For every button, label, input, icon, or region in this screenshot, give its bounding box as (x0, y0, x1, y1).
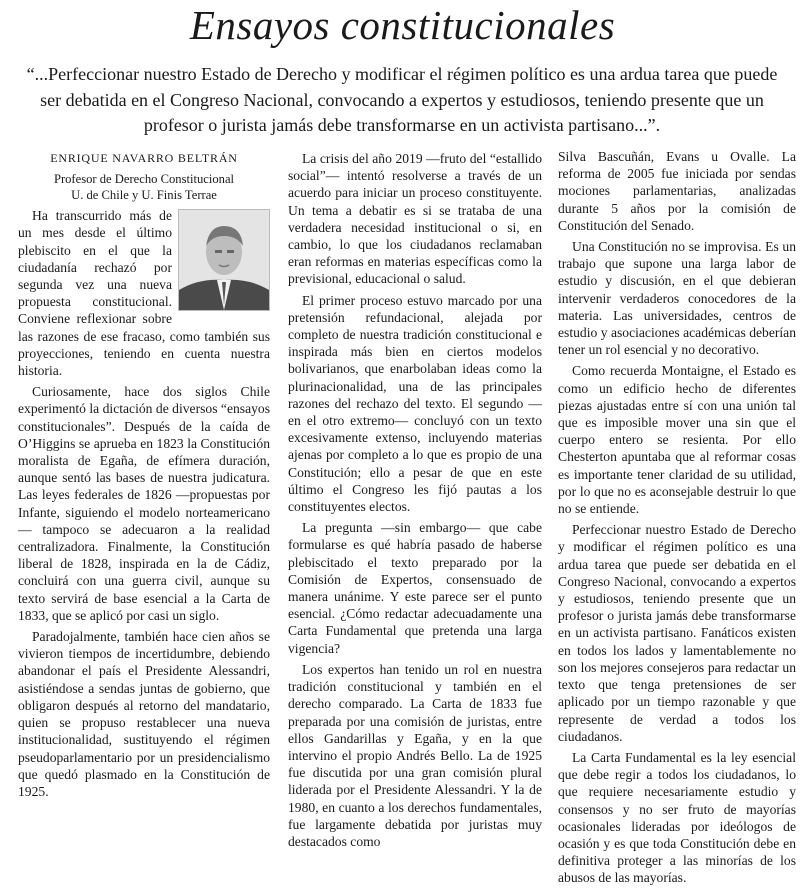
paragraph: El primer proceso estuvo marcado por una pretensión refundacional, alejada por completo de nuestra tradición constitucional e inspirada más bien en ciertos modelos bolivarianos, que enarbolaban ideas como la plurinacionalidad, una de las principales razones del rechazo del texto. El segundo —en el otro extremo— concluyó con un texto excesivamente extenso, incluyendo materias ajenas por completo a lo que es propio de una Constitución; ello a pesar de que en este último el Congreso les fijó pautas a los constituyentes electos. (288, 292, 542, 515)
paragraph: Curiosamente, hace dos siglos Chile experimentó la dictación de diversos “ensayos constitucionales”. Después de la caída de O’Higgins se aprueba en 1823 la Constitución moralista de Egaña, de efímera duración, aunque sentó las bases de nuestra judicatura. Las leyes federales de 1826 —propuestas por Infante, siguiendo el modelo norteamericano— tampoco se adecuaron a la realidad centralizadora. Finalmente, la Constitución liberal de 1828, inspirada en la de Cádiz, concluirá con una guerra civil, aunque su texto servirá de base esencial a la Carta de 1833, que se aplicó por casi un siglo. (18, 384, 270, 623)
paragraph: Ha transcurrido más de un mes desde el último plebiscito en el que la ciudadanía rechazó por segunda vez una nueva propuesta constitucional. Conviene reflexionar sobre las razones de ese fracaso, como también sus proyecciones, teniendo en cuenta nuestra historia. (18, 208, 270, 379)
paragraph: Como recuerda Montaigne, el Estado es como un edificio hecho de diferentes piezas ajustadas entre sí con una unión tal que es imposible mover una sin que el cuerpo entero se resienta. Por ello Chesterton apuntaba que al reformar cosas es importante tener claridad de su utilidad, por lo que no es aconsejable destruir lo que no se entiende. (558, 363, 796, 517)
column-3 (558, 148, 796, 891)
paragraph: Perfeccionar nuestro Estado de Derecho y modificar el régimen político es una ardua tarea que puede ser debatida en el Congreso Nacional, convocando a expertos y estudiosos, teniendo presente que un profesor o jurista jamás debe transformarse en un activista partisano. Fanáticos existen en todos los lados y lamentablemente no son los mejores consejeros para redactar un texto que tenga pretensiones de ser aplicado por un tiempo razonable y que represente de verdad a todos los ciudadanos. (558, 522, 796, 744)
column-1 (18, 150, 270, 804)
paragraph: Paradojalmente, también hace cien años se vivieron tiempos de incertidumbre, debiendo abandonar el país el Presidente Alessandri, asistiéndose a sendas juntas de gobierno, que obligaron después al retorno del mandatario, quien se propuso restablecer una nueva institucionalidad, sustituyendo el régimen pseudoparlamentario por un presidencialismo que quedó plasmado en la Constitución de 1925. (18, 629, 270, 799)
author-university: U. de Chile y U. Finis Terrae (71, 188, 217, 203)
author-portrait-icon (178, 209, 270, 311)
author-name: ENRIQUE NAVARRO BELTRÁN (50, 151, 238, 165)
column-2 (288, 150, 542, 854)
paragraph: Silva Bascuñán, Evans u Ovalle. La reforma de 2005 fue iniciada por sendas mociones parlamentarias, analizadas durante 5 años por la comisión de Constitución del Senado. (558, 149, 796, 233)
paragraph: Una Constitución no se improvisa. Es un trabajo que supone una larga labor de estudio y discusión, en el que debieran intervenir verdaderos conocedores de la materia. Las universidades, centros de estudio y asociaciones académicas deberían tener un rol esencial y no decorativo. (558, 239, 796, 358)
paragraph: La pregunta —sin embargo— que cabe formularse es qué habría pasado de haberse plebiscitado el texto preparado por la Comisión de Expertos, consensuado de manera unánime. Y este parece ser el punto esencial. ¿Cómo redactar adecuadamente una Carta Fundamental que pretenda una larga vigencia? (288, 520, 542, 656)
paragraph: Los expertos han tenido un rol en nuestra tradición constitucional y también en el derecho comparado. La Carta de 1833 fue preparada por una comisión de juristas, entre ellos Gandarillas y Egaña, y en la que intervino el propio Andrés Bello. La de 1925 fue discutida por una gran comisión plural liderada por el Presidente Alessandri. Y la de 1980, en cuanto a los derechos fundamentales, fue largamente debatida por juristas muy destacados como (288, 661, 542, 849)
paragraph: La Carta Fundamental es la ley esencial que debe regir a todos los ciudadanos, lo que requiere necesariamente estudio y consensos y no ser fruto de mayorías ocasionales lideradas por ideólogos de ocasión y es que toda Constitución debe en definitiva proteger a las minorías de los abusos de las mayorías. (558, 749, 796, 886)
author-affiliation (18, 171, 270, 203)
pull-quote: “...Perfeccionar nuestro Estado de Derecho y modificar el régimen político es una ardua tarea que puede ser debatida en el Congreso Nacional, convocando a expertos y estudiosos, teniendo presente que un profesor o jurista jamás debe transformarse en un activista partisano...”. (26, 64, 778, 135)
article-title: Ensayos constitucionales (189, 2, 616, 48)
author-role: Profesor de Derecho Constitucional (53, 172, 235, 187)
paragraph: La crisis del año 2019 —fruto del “estallido social”— intentó resolverse a través de un acuerdo para iniciar un proceso constituyente. Un tema a debatir es si se trataba de una verdadera necesidad institucional o si, en cambio, lo que los ciudadanos reclamaban eran reformas en materias específicas como la previsional, educacional o salud. (288, 151, 542, 287)
